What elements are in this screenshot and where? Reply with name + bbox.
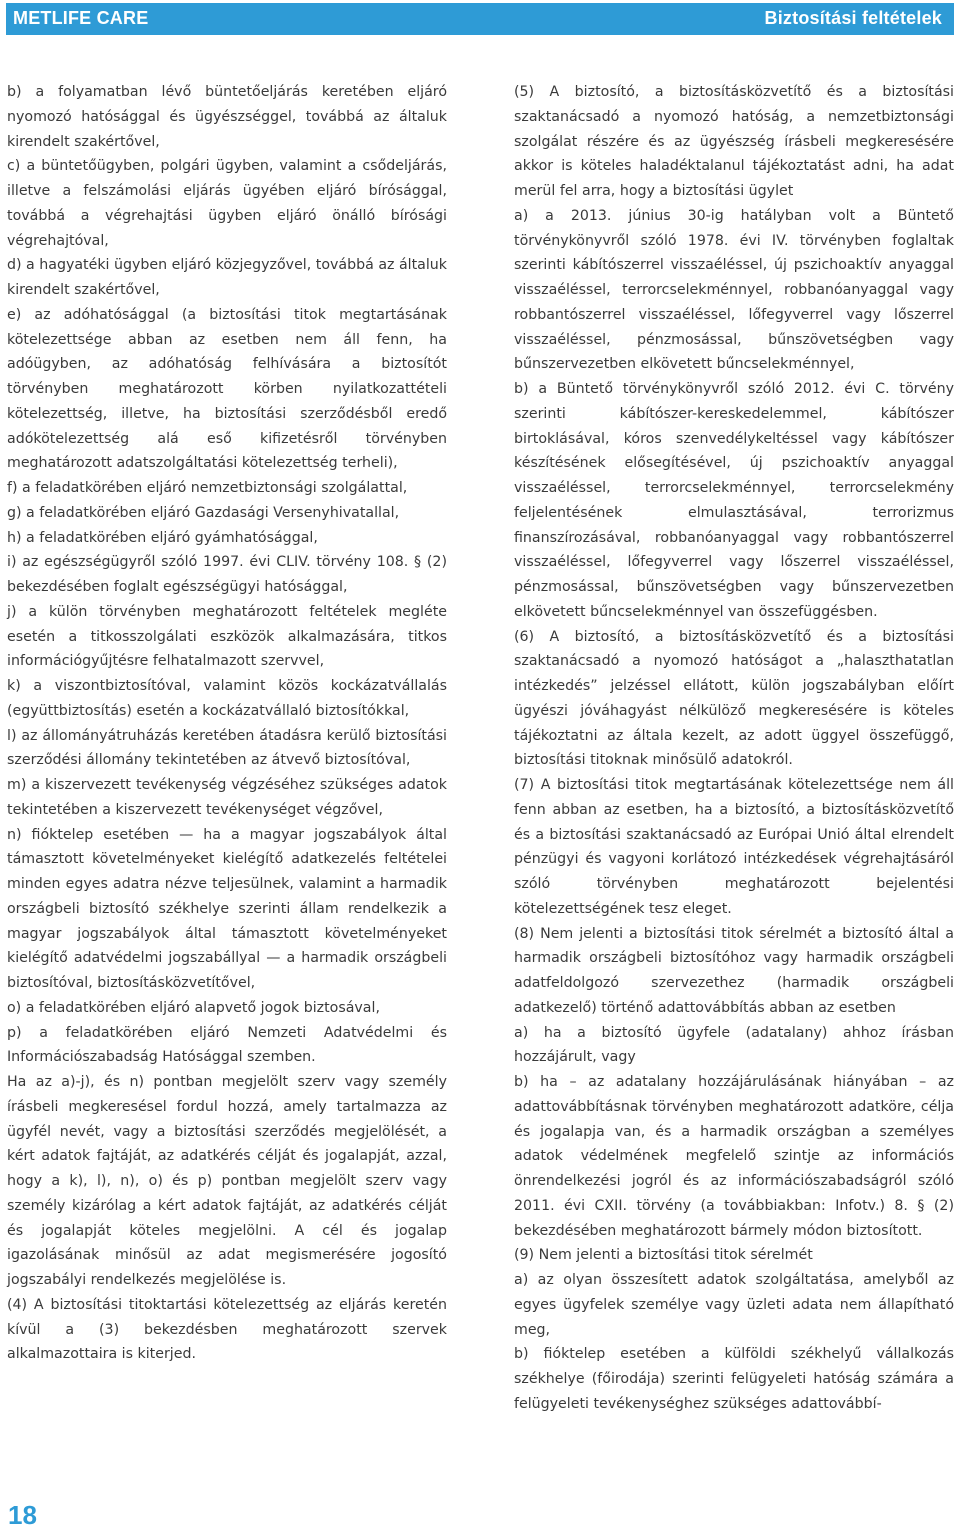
paragraph: (9) Nem jelenti a biztosítási titok sérelmét bbox=[514, 1247, 813, 1264]
section-title: Biztosítási feltételek bbox=[764, 8, 942, 28]
paragraph: a) az olyan összesített adatok szolgáltatása, amelyből az egyes ügyfelek személye vagy üzleti adata nem állapítható meg, bbox=[514, 1272, 954, 1338]
paragraph: j) a külön törvényben meghatározott feltételek megléte esetén a titkosszolgálati eszközök alkalmazására, titkos információgyűjtésre felhatalmazott szervvel, bbox=[7, 603, 447, 670]
page-number: 18 bbox=[8, 1500, 37, 1530]
paragraph: i) az egészségügyről szóló 1997. évi CLIV. törvény 108. § (2) bekezdésében foglalt egészségügyi hatósággal, bbox=[7, 554, 447, 595]
paragraph: l) az állományátruházás keretében átadásra kerülő biztosítási szerződési állomány tekintetében az átvevő biztosítóval, bbox=[7, 727, 447, 769]
paragraph: e) az adóhatósággal (a biztosítási titok megtartásának kötelezettsége abban az esetben nem áll fenn, ha adóügyben, az adóhatóság felhívására a biztosítót törvényben meghatározott körben nyilatkozattételi kötelezettség, illetve, ha biztosítási szerződésből eredő adókötelezettség alá eső kifizetésről törvényben meghatározott adatszolgáltatási kötelezettség terheli), bbox=[7, 306, 447, 472]
paragraph: (4) A biztosítási titoktartási kötelezettség az eljárás keretén kívül a (3) bekezdésben meghatározott szervek alkalmazottaira is kiterjed. bbox=[7, 1296, 447, 1363]
paragraph: Ha az a)-j), és n) pontban megjelölt szerv vagy személy írásbeli megkeresésel fordul hozzá, amely tartalmazza az ügyfél nevét, vagy a biztosítási szerződés megjelölését, a kért adatok fajtáját, az adatkérés célját és jogalapját, azzal, hogy a k), l), n), o) és p) pontban megjelölt szerv vagy személy kizárólag a kért adatok fajtáját, az adatkérés célját és jogalapját köteles megjelölni. A cél és jogalap igazolásának minősül az adat megismerésére jogosító jogszabályi rendelkezés megjelölése is. bbox=[7, 1074, 447, 1288]
paragraph: a) ha a biztosító ügyfele (adatalany) ahhoz írásban hozzájárult, vagy bbox=[514, 1024, 954, 1066]
paragraph: n) fióktelep esetében — ha a magyar jogszabályok által támasztott követelményeket kielégítő adatkezelés feltételei minden egyes adatra nézve teljesülnek, valamint a harmadik országbeli biztosító székhelye szerinti állam rendelkezik a magyar jogszabályok által támasztott követelményeket kielégítő adatvédelmi jogszabállyal — a harmadik országbeli biztosítóval, biztosításközvetítővel, bbox=[7, 826, 447, 991]
paragraph: k) a viszontbiztosítóval, valamint közös kockázatvállalás (együttbiztosítás) esetén a kockázatvállaló biztosítókkal, bbox=[7, 678, 447, 719]
paragraph: b) a folyamatban lévő büntetőeljárás keretében eljáró nyomozó hatósággal és ügyészséggel, továbbá az általuk kirendelt szakértővel, bbox=[7, 84, 447, 150]
brand-name: METLIFE CARE bbox=[13, 8, 149, 28]
paragraph: b) ha – az adatalany hozzájárulásának hiányában – az adattovábbításnak törvényben meghatározott adatköre, célja és jogalapja van, és a harmadik országban a személyes adatok védelmének megfelelő szintje az információs önrendelkezési jogról és az információszabadságról szóló 2011. évi CXII. törvény (a továbbiakban: Infotv.) 8. § (2) bekezdésében meghatározott bármely módon biztosított. bbox=[514, 1074, 954, 1239]
paragraph: (7) A biztosítási titok megtartásának kötelezettsége nem áll fenn abban az esetben, ha a biztosító, a biztosításközvetítő és a biztosítási szaktanácsadó az Európai Unió által elrendelt pénzügyi és vagyoni korlátozó intézkedések végrehajtásáról szóló törvényben meghatározott bejelentési kötelezettségének tesz eleget. bbox=[514, 777, 954, 917]
right-text-column bbox=[514, 80, 954, 1417]
paragraph: p) a feladatkörében eljáró Nemzeti Adatvédelmi és Információszabadság Hatósággal szemben. bbox=[7, 1024, 447, 1066]
paragraph: o) a feladatkörében eljáró alapvető jogok biztosával, bbox=[7, 999, 380, 1016]
paragraph: a) a 2013. június 30-ig hatályban volt a Büntető törvénykönyvről szóló 1978. évi IV. törvényben foglaltak szerinti kábítószerrel visszaéléssel, új pszichoaktív anyaggal visszaéléssel, terrorcselekménnyel, robbanóanyaggal vagy robbantószerrel visszaéléssel, lőfegyverrel vagy lőszerrel visszaéléssel, pénzmosással, bűnszövetségben vagy bűnszervezetben elkövetett bűncselekménnyel, bbox=[514, 207, 954, 373]
paragraph: m) a kiszervezett tevékenység végzéséhez szükséges adatok tekintetében a kiszervezett tevékenységet végzővel, bbox=[7, 777, 447, 818]
page-header bbox=[6, 3, 954, 35]
left-text-column bbox=[7, 80, 447, 1367]
paragraph: g) a feladatkörében eljáró Gazdasági Versenyhivatallal, bbox=[7, 504, 400, 521]
paragraph: h) a feladatkörében eljáró gyámhatósággal, bbox=[7, 529, 318, 546]
paragraph: (6) A biztosító, a biztosításközvetítő és a biztosítási szaktanácsadó a nyomozó hatóságot a „halaszthatatlan intézkedés” jelzéssel ellátott, külön jogszabályban előírt ügyészi jóváhagyást nélkülöző megkeresésére is köteles tájékoztatni az általa kezelt, az adott üggyel összefüggő, biztosítási titoknak minősülő adatokról. bbox=[514, 628, 954, 769]
paragraph: (8) Nem jelenti a biztosítási titok sérelmét a biztosító által a harmadik országbeli biztosítóhoz vagy harmadik országbeli adatfeldolgozó szervezethez (harmadik országbeli adatkezelő) történő adattovábbítás abban az esetben bbox=[514, 925, 954, 1016]
paragraph: c) a büntetőügyben, polgári ügyben, valamint a csődeljárás, illetve a felszámolási eljárás ügyében eljáró bírósággal, továbbá a végrehajtási ügyben eljáró önálló bírósági végrehajtóval, bbox=[7, 158, 447, 249]
paragraph: b) fióktelep esetében a külföldi székhelyű vállalkozás székhelye (főirodája) szerinti felügyeleti hatóság számára a felügyeleti tevékenységhez szükséges adattovábbí- bbox=[514, 1346, 954, 1412]
paragraph: d) a hagyatéki ügyben eljáró közjegyzővel, továbbá az általuk kirendelt szakértővel, bbox=[7, 257, 448, 298]
paragraph: b) a Büntető törvénykönyvről szóló 2012. évi C. törvény szerinti kábítószer-kereskedelemmel, kábítószer birtoklásával, kóros szenvedélykeltéssel vagy kábítószer készítésének elősegítésével, új pszichoaktív anyaggal visszaéléssel, terrorcselekménnyel, terrorcselekmény feljelentésének elmulasztásával, terrorizmus finanszírozásával, robbanóanyaggal vagy robbantószerrel visszaéléssel, lőfegyverrel vagy lőszerrel visszaéléssel, pénzmosással, bűnszövetségben vagy bűnszervezetben elkövetett bűncselekménnyel van összefüggésben. bbox=[514, 381, 954, 620]
paragraph: (5) A biztosító, a biztosításközvetítő és a biztosítási szaktanácsadó a nyomozó hatóság, a nemzetbiztonsági szolgálat részére és az ügyészség írásbeli megkeresésére akkor is köteles haladéktalanul tájékoztatást adni, ha adat merül fel arra, hogy a biztosítási ügylet bbox=[514, 84, 954, 199]
paragraph: f) a feladatkörében eljáró nemzetbiztonsági szolgálattal, bbox=[7, 480, 408, 496]
